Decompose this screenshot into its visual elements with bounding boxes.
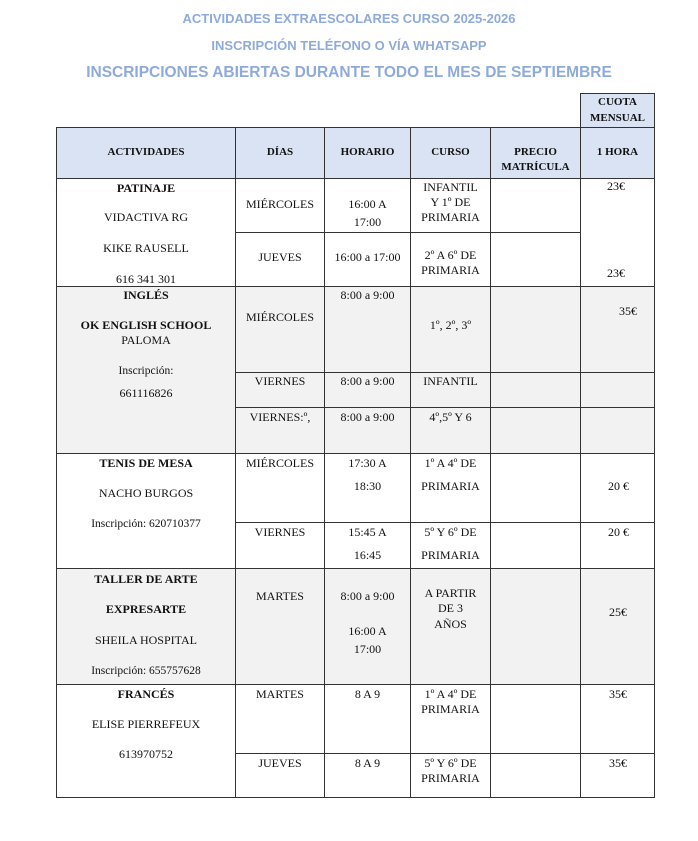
curso-value: INFANTIL <box>423 374 478 388</box>
curso-value: AÑOS <box>434 617 467 631</box>
dia-value: VIERNES <box>254 525 306 539</box>
ingles-row1-hora <box>324 286 411 373</box>
mensual-label: MENSUAL <box>589 112 645 124</box>
activity-org: VIDACTIVA RG <box>103 210 189 224</box>
ingles-row3-precio <box>490 407 581 454</box>
patinaje-row2-hora <box>324 232 411 287</box>
activity-arte <box>56 568 236 685</box>
curso-value: 5º Y 6º DE <box>424 525 477 539</box>
patinaje-row2-dia <box>235 232 325 287</box>
activity-contact: ELISE PIERREFEUX <box>91 717 201 731</box>
curso-value: Y 1º DE <box>430 195 471 209</box>
curso-value: PRIMARIA <box>421 210 480 224</box>
cuota-value: 23€ <box>607 179 625 193</box>
activity-contact: KIKE RAUSELL <box>103 241 189 255</box>
curso-value: 5º Y 6º DE <box>424 756 477 770</box>
cuota-value: 35€ <box>609 756 627 770</box>
ingles-row1-cuota <box>580 286 655 373</box>
hora-value: 17:30 A <box>348 456 387 470</box>
ingles-row2-cuota <box>580 372 655 408</box>
activity-patinaje <box>56 178 236 287</box>
patinaje-row2-precio <box>490 232 581 287</box>
frances-row1-curso <box>410 684 491 754</box>
curso-value: PRIMARIA <box>421 771 480 785</box>
ingles-row2-hora <box>324 372 411 408</box>
dia-value: MIÉRCOLES <box>245 197 314 211</box>
arte-row1-cuota <box>580 568 655 685</box>
dia-value: JUEVES <box>258 756 302 770</box>
col-hora-label: 1 HORA <box>596 146 639 158</box>
cuota-value: 20 € <box>608 525 629 539</box>
col-curso-label: CURSO <box>431 146 470 158</box>
tenis-row2-hora <box>324 522 411 569</box>
dia-value: MARTES <box>256 687 304 701</box>
col-header-dias <box>235 127 325 179</box>
frances-row1-cuota <box>580 684 655 754</box>
ingles-row2-curso <box>410 372 491 408</box>
hora-value: 8:00 a 9:00 <box>340 374 395 388</box>
cuota-header-top <box>580 93 655 128</box>
ingles-row1-curso <box>410 286 491 373</box>
hora-value: 8 A 9 <box>354 756 381 770</box>
cuota-label: CUOTA <box>598 96 637 108</box>
col-header-horario <box>324 127 411 179</box>
col-header-cuota <box>580 127 655 179</box>
dia-value: VIERNES <box>254 374 306 388</box>
patinaje-row1-dia <box>235 178 325 233</box>
hora-value: 17:00 <box>353 215 382 229</box>
activity-org: EXPRESARTE <box>105 602 187 616</box>
activity-name: TALLER DE ARTE <box>94 572 198 586</box>
dia-value: MARTES <box>256 589 304 603</box>
patinaje-cuota <box>580 178 655 287</box>
ingles-row3-curso <box>410 407 491 454</box>
hora-value: 8:00 a 9:00 <box>340 589 395 603</box>
dia-value: JUEVES <box>258 250 302 264</box>
frances-row1-hora <box>324 684 411 754</box>
activity-phone: 661116826 <box>119 386 173 400</box>
curso-value: 1º A 4º DE <box>424 687 477 701</box>
tenis-row2-curso <box>410 522 491 569</box>
activity-name: PATINAJE <box>116 181 176 195</box>
ingles-row2-dia <box>235 372 325 408</box>
tenis-row2-dia <box>235 522 325 569</box>
ingles-row3-dia <box>235 407 325 454</box>
curso-value: PRIMARIA <box>421 263 480 277</box>
col-matricula-label: MATRÍCULA <box>501 161 570 173</box>
col-actividades-label: ACTIVIDADES <box>107 146 185 158</box>
curso-value: PRIMARIA <box>421 548 480 562</box>
curso-value: 4º,5º Y 6 <box>429 410 472 424</box>
activity-tenis <box>56 453 236 569</box>
tenis-row1-precio <box>490 453 581 523</box>
col-dias-label: DÍAS <box>266 146 294 158</box>
hora-value: 15:45 A <box>348 525 387 539</box>
patinaje-row1-precio <box>490 178 581 233</box>
ingles-row1-precio <box>490 286 581 373</box>
col-header-precio <box>490 127 581 179</box>
col-horario-label: HORARIO <box>340 146 395 158</box>
curso-value: A PARTIR <box>424 586 477 600</box>
frances-row2-cuota <box>580 753 655 798</box>
activity-name: INGLÉS <box>123 288 169 302</box>
curso-value: DE 3 <box>438 601 463 615</box>
hora-value: 8:00 a 9:00 <box>340 410 395 424</box>
tenis-row1-dia <box>235 453 325 523</box>
inscripcion-label: Inscripción: <box>118 365 174 377</box>
frances-row2-curso <box>410 753 491 798</box>
ingles-row3-hora <box>324 407 411 454</box>
hora-value: 16:00 a 17:00 <box>334 250 401 264</box>
dia-value: VIERNES:º, <box>249 410 311 424</box>
col-precio-label: PRECIO <box>514 146 557 158</box>
col-header-curso <box>410 127 491 179</box>
title-line-1: ACTIVIDADES EXTRAESCOLARES CURSO 2025-2026 <box>182 11 516 26</box>
hora-value: 16:00 A <box>348 197 387 211</box>
curso-value: PRIMARIA <box>421 702 480 716</box>
frances-row1-precio <box>490 684 581 754</box>
dia-value: MIÉRCOLES <box>245 310 314 324</box>
col-header-actividades <box>56 127 236 179</box>
dia-value: MIÉRCOLES <box>245 456 314 470</box>
activity-org: OK ENGLISH SCHOOL <box>80 318 212 332</box>
tenis-row1-hora <box>324 453 411 523</box>
tenis-row1-curso <box>410 453 491 523</box>
hora-value: 16:45 <box>353 548 382 562</box>
patinaje-row2-curso <box>410 232 491 287</box>
frances-row2-dia <box>235 753 325 798</box>
hora-value: 17:00 <box>353 642 382 656</box>
ingles-row3-cuota <box>580 407 655 454</box>
cuota-value: 35€ <box>619 304 637 318</box>
arte-row1-curso <box>410 568 491 685</box>
tenis-row1-cuota <box>580 453 655 523</box>
arte-row1-hora <box>324 568 411 685</box>
ingles-row1-dia <box>235 286 325 373</box>
curso-value: 1º, 2º, 3º <box>429 318 472 332</box>
arte-row1-dia <box>235 568 325 685</box>
ingles-row2-precio <box>490 372 581 408</box>
title-line-3: INSCRIPCIONES ABIERTAS DURANTE TODO EL MES DE SEPTIEMBRE <box>86 64 612 81</box>
title-line-2: INSCRIPCIÓN TELÉFONO O VÍA WHATSAPP <box>211 38 487 53</box>
curso-value: 2º A 6º DE <box>424 248 477 262</box>
activity-phone: 613970752 <box>119 747 173 761</box>
hora-value: 8:00 a 9:00 <box>340 288 395 302</box>
arte-row1-precio <box>490 568 581 685</box>
frances-row2-precio <box>490 753 581 798</box>
activity-contact: SHEILA HOSPITAL <box>94 633 198 647</box>
tenis-row2-cuota <box>580 522 655 569</box>
activity-frances <box>56 684 236 798</box>
activity-ingles <box>56 286 236 454</box>
activity-phone: 616 341 301 <box>116 272 176 286</box>
patinaje-row1-hora <box>324 178 411 233</box>
curso-value: PRIMARIA <box>421 479 480 493</box>
frances-row1-dia <box>235 684 325 754</box>
activity-name: TENIS DE MESA <box>99 456 193 470</box>
activity-contact: PALOMA <box>121 333 171 347</box>
tenis-row2-precio <box>490 522 581 569</box>
cuota-value: 23€ <box>607 266 625 280</box>
frances-row2-hora <box>324 753 411 798</box>
hora-value: 8 A 9 <box>354 687 381 701</box>
curso-value: 1º A 4º DE <box>424 456 477 470</box>
inscripcion-label: Inscripción: 655757628 <box>91 665 201 677</box>
activity-name: FRANCÉS <box>117 687 175 701</box>
inscripcion-label: Inscripción: 620710377 <box>91 518 201 530</box>
hora-value: 16:00 A <box>348 624 387 638</box>
curso-value: INFANTIL <box>423 180 478 194</box>
cuota-value: 20 € <box>608 479 629 493</box>
cuota-value: 35€ <box>609 687 627 701</box>
activity-contact: NACHO BURGOS <box>98 486 194 500</box>
patinaje-row1-curso <box>410 178 491 233</box>
cuota-value: 25€ <box>609 605 627 619</box>
hora-value: 18:30 <box>353 479 382 493</box>
